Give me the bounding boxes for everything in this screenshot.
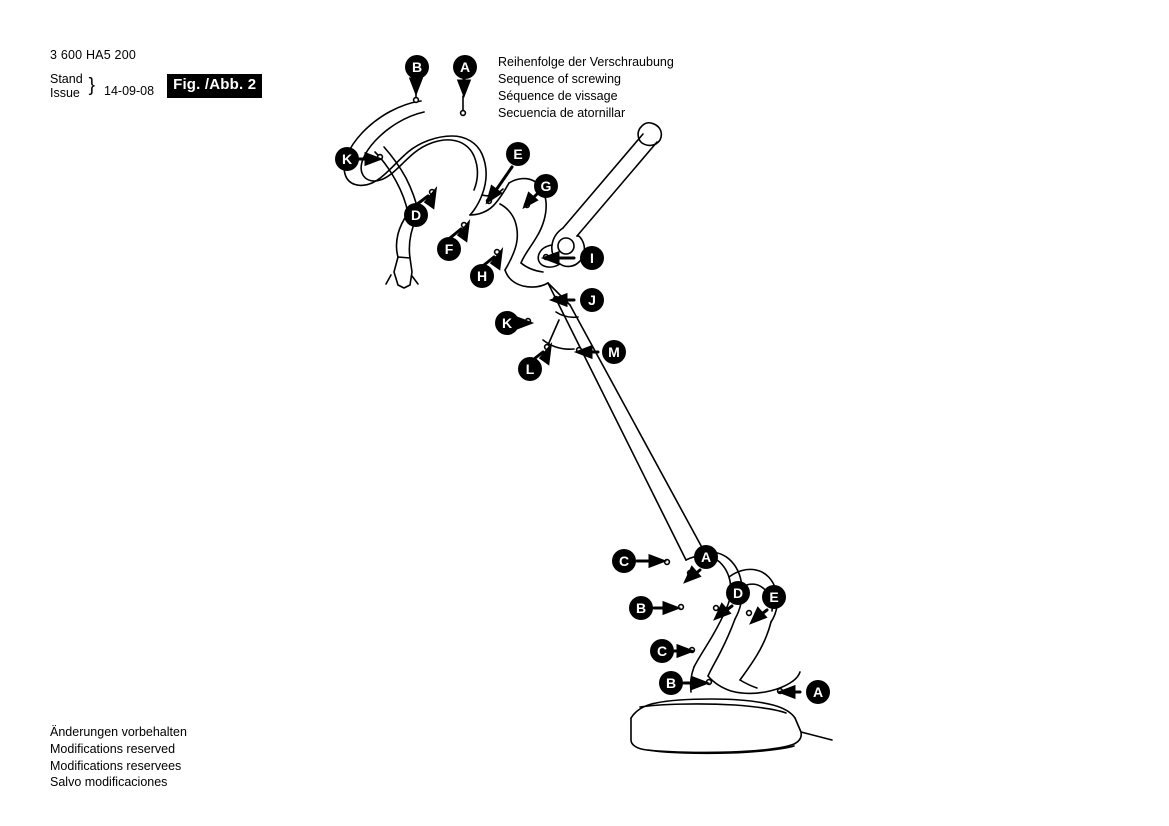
arrow-head-g xyxy=(525,194,536,206)
callout-bubble-h-8: H xyxy=(470,264,494,288)
handle-outer-contour xyxy=(344,101,486,215)
callout-bubble-j-9: J xyxy=(580,288,604,312)
grip-tube-right xyxy=(384,147,418,211)
arrow-head-d-upper xyxy=(426,191,435,207)
callout-bubble-e-3: E xyxy=(506,142,530,166)
arrow-line-a1 xyxy=(694,570,700,575)
footer-disclaimer xyxy=(50,724,187,791)
screw-hole-f-upper xyxy=(462,223,467,228)
head-right-tip xyxy=(793,672,800,681)
handle-inner-contour xyxy=(361,112,477,190)
shaft-right-edge xyxy=(570,305,705,553)
handle-lower-edge xyxy=(470,183,509,215)
arrow-head-d1 xyxy=(716,605,729,618)
screw-hole-k-lower xyxy=(526,319,531,324)
grip-tube-left xyxy=(375,152,408,213)
base-bottom-edge xyxy=(648,746,794,753)
arm-bar-left-edge xyxy=(563,134,643,228)
arrow-head-b1 xyxy=(664,603,677,613)
screw-hole-b2 xyxy=(707,680,712,685)
header-block xyxy=(50,48,380,100)
switch-housing-bottom-inner xyxy=(521,263,543,272)
arrow-head-l xyxy=(541,347,550,363)
handle-bolt-hole-b xyxy=(414,98,419,103)
head-body-left xyxy=(694,607,727,667)
head-lower-contour xyxy=(708,676,793,693)
arm-pivot-hole xyxy=(558,238,574,254)
footer-line-fr: Modifications reservees xyxy=(50,758,182,773)
arrow-line-e1 xyxy=(759,610,767,616)
screw-hole-a2 xyxy=(778,689,783,694)
power-plug-body xyxy=(394,257,412,288)
legend-line-en: Sequence of screwing xyxy=(498,71,621,86)
shaft-left-edge xyxy=(548,283,686,560)
brace-glyph: } xyxy=(88,74,96,96)
callout-bubble-c-18: C xyxy=(650,639,674,663)
head-neck-left xyxy=(691,667,694,692)
arrow-head-k-upper xyxy=(366,154,379,164)
guard-right-lower xyxy=(740,622,771,680)
arrow-head-b2 xyxy=(693,678,706,688)
plug-prong-left xyxy=(386,275,391,284)
screw-hole-l xyxy=(545,345,550,350)
part-number: 3 600 HA5 200 xyxy=(50,48,136,62)
callout-bubble-c-13: C xyxy=(612,549,636,573)
footer-line-de: Änderungen vorbehalten xyxy=(50,725,187,739)
screw-hole-g-upper xyxy=(525,203,530,208)
arrow-head-e-upper xyxy=(488,187,500,201)
screw-hole-b1 xyxy=(679,605,684,610)
arrow-head-m xyxy=(578,347,591,357)
callout-bubble-a-1: A xyxy=(453,55,477,79)
callout-bubble-a-14: A xyxy=(694,545,718,569)
callout-bubble-d-16: D xyxy=(726,581,750,605)
screw-hole-e1 xyxy=(747,611,752,616)
screw-hole-e-upper xyxy=(487,199,492,204)
arrow-head-c1 xyxy=(650,556,663,566)
cutting-line xyxy=(801,732,832,740)
arrow-head-b-top xyxy=(411,79,421,92)
issue-label: Issue xyxy=(50,86,80,100)
head-body-left-inner xyxy=(708,619,735,676)
switch-housing-bottom xyxy=(505,270,548,287)
shaft-clamp-edge xyxy=(548,320,559,345)
switch-housing-left xyxy=(500,204,517,270)
callout-bubble-b-0: B xyxy=(405,55,429,79)
callout-bubble-d-5: D xyxy=(404,203,428,227)
callout-bubble-m-11: M xyxy=(602,340,626,364)
stand-label: Stand xyxy=(50,71,83,86)
screw-hole-d-upper xyxy=(430,190,435,195)
date-value: 14-09-08 xyxy=(104,83,155,98)
callout-bubble-k-10: K xyxy=(495,311,519,335)
legend-line-de: Reihenfolge der Verschraubung xyxy=(498,55,674,69)
arrow-head-a1 xyxy=(686,568,699,581)
handle-bolt-hole-a xyxy=(461,111,466,116)
arrow-head-f xyxy=(459,224,468,240)
screw-hole-i xyxy=(544,255,549,260)
footer-line-es: Salvo modificaciones xyxy=(50,775,168,790)
callout-bubble-g-4: G xyxy=(534,174,558,198)
legend-sequence-of-screwing xyxy=(498,54,674,122)
callout-bubble-a-20: A xyxy=(806,680,830,704)
callout-bubble-b-15: B xyxy=(629,596,653,620)
screw-hole-a1 xyxy=(688,571,693,576)
callout-bubble-f-6: F xyxy=(437,237,461,261)
arrow-line-d1 xyxy=(724,606,732,612)
guard-lower-tip xyxy=(740,680,757,688)
arrow-head-h xyxy=(492,252,501,268)
callout-bubble-e-17: E xyxy=(762,585,786,609)
date-row xyxy=(50,72,380,101)
base-inner-edge xyxy=(640,704,786,713)
legend-line-es: Secuencia de atornillar xyxy=(498,105,626,120)
arrow-head-a2 xyxy=(781,687,794,697)
screw-hole-c1 xyxy=(665,560,670,565)
screw-hole-c2 xyxy=(690,648,695,653)
arrow-head-a-top xyxy=(459,81,469,94)
base-body xyxy=(631,718,801,752)
arm-pivot-lever xyxy=(538,245,560,267)
arrow-head-c2 xyxy=(678,646,691,656)
screw-hole-m xyxy=(577,348,582,353)
arrow-line-e-upper xyxy=(494,167,512,193)
base-top-edge xyxy=(631,699,795,718)
arrow-head-e1 xyxy=(752,609,765,622)
shaft-top-cap xyxy=(548,283,570,305)
callout-bubble-l-12: L xyxy=(518,357,542,381)
stand-issue-labels xyxy=(50,72,83,101)
arm-top-eyelet xyxy=(638,123,661,146)
shaft-collar-detail xyxy=(556,312,578,317)
callout-bubble-k-2: K xyxy=(335,147,359,171)
screw-hole-h-upper xyxy=(495,250,500,255)
screw-hole-k-upper xyxy=(378,155,383,160)
shaft-clamp-detail xyxy=(543,340,574,349)
screw-hole-j xyxy=(554,297,559,302)
screw-hole-d1 xyxy=(714,606,719,611)
handle-lower-edge-inner xyxy=(482,189,503,196)
callout-bubble-b-19: B xyxy=(659,671,683,695)
callout-bubble-i-7: I xyxy=(580,246,604,270)
arrow-head-j xyxy=(553,295,566,305)
footer-line-en: Modifications reserved xyxy=(50,741,176,756)
figure-badge: Fig. /Abb. 2 xyxy=(167,74,262,98)
arm-bar-right-edge xyxy=(577,142,657,236)
plug-prong-right xyxy=(412,276,418,284)
legend-line-fr: Séquence de vissage xyxy=(498,88,618,103)
arrow-head-i xyxy=(545,253,558,263)
